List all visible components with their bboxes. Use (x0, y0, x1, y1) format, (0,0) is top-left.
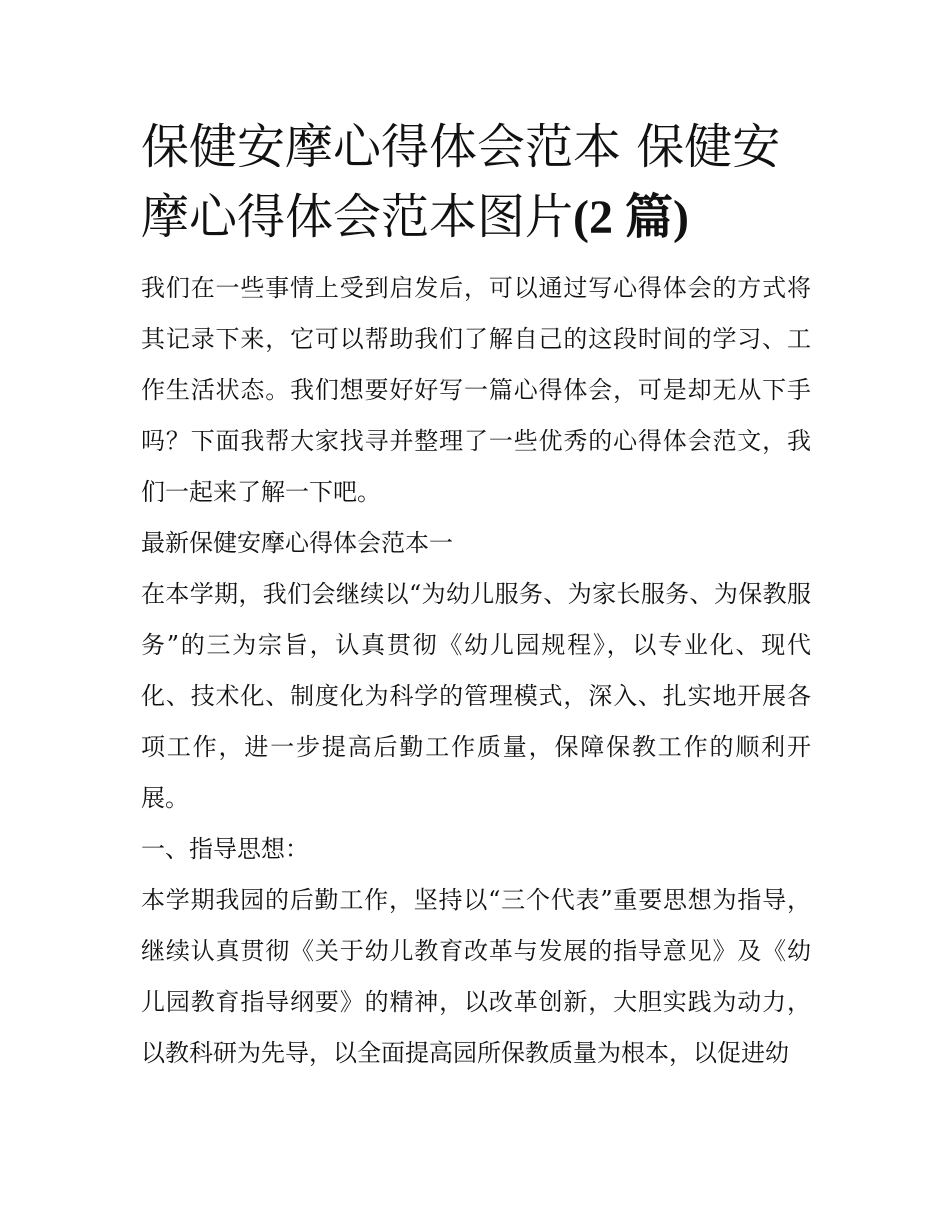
heading-guiding-ideology: 一、指导思想： (141, 835, 309, 863)
document-body (141, 112, 811, 1079)
title-count: (2 篇) (573, 191, 689, 244)
title-text: 保健安摩心得体会范本 保健安摩心得体会范本图片 (141, 119, 781, 245)
paragraph-2: 本学期我园的后勤工作，坚持以“三个代表”重要思想为指导，继续认真贯彻《关于幼儿教育改革与发展的指导意见》及《幼儿园教育指导纲要》的精神，以改革创新，大胆实践为动力，以教科研为先导，以全面提高园所保教质量为根本，以促进幼 (141, 886, 811, 1067)
document-title (141, 112, 811, 253)
intro-paragraph: 我们在一些事情上受到启发后，可以通过写心得体会的方式将其记录下来，它可以帮助我们了解自己的这段时间的学习、工作生活状态。我们想要好好写一篇心得体会，可是却无从下手吗？下面我帮大家找寻并整理了一些优秀的心得体会范文，我们一起来了解一下吧。 (141, 274, 811, 506)
section-title: 最新保健安摩心得体会范本一 (141, 529, 453, 557)
paragraph-1: 在本学期，我们会继续以“为幼儿服务、为家长服务、为保教服务”的三为宗旨，认真贯彻《幼儿园规程》，以专业化、现代化、技术化、制度化为科学的管理模式，深入、扎实地开展各项工作，进一步提高后勤工作质量，保障保教工作的顺利开展。 (141, 580, 811, 812)
